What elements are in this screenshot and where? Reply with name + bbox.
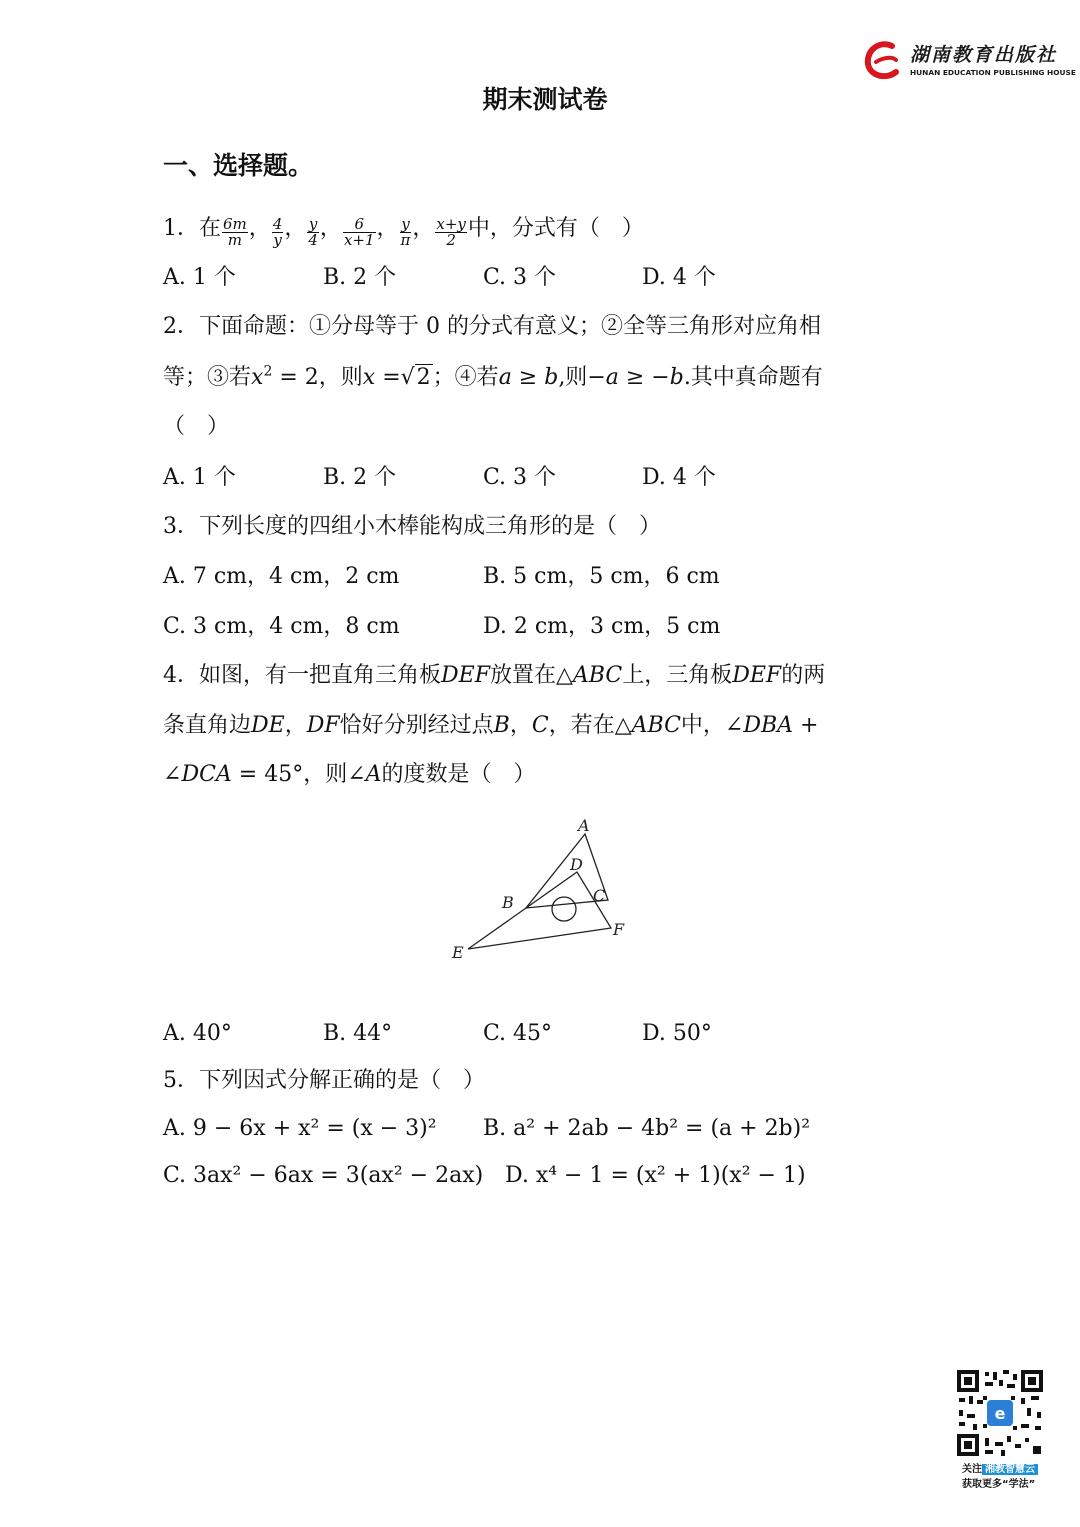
question-number: 3．	[163, 514, 199, 539]
question-number: 1．	[163, 216, 199, 241]
q1-option-a: A. 1 个	[163, 265, 236, 290]
label-d: D	[570, 855, 583, 874]
question-4-line-3: ∠DCA = 45°，则∠A的度数是（ ）	[163, 762, 536, 787]
q5-option-c: C. 3ax² − 6ax = 3(ax² − 2ax)	[163, 1163, 484, 1188]
label-b: B	[502, 893, 514, 912]
qr-caption: 关注 湘教智慧云	[962, 1460, 1038, 1475]
sqrt-2: √2	[400, 365, 431, 390]
qr-code-icon[interactable]	[955, 1368, 1045, 1458]
question-number: 4．	[163, 663, 199, 688]
q5-option-a: A. 9 − 6x + x² = (x − 3)²	[163, 1116, 437, 1141]
page-title: 期末测试卷	[482, 85, 608, 114]
q2-option-a: A. 1 个	[163, 465, 236, 490]
set-square-hole	[552, 897, 576, 921]
q4-option-d: D. 50°	[642, 1021, 712, 1046]
question-1: 1．在 $\frac{6m}{m}$ ， $\frac{4}{y}$ ， $\frac{y}{4}$ ， $\frac{6}{x+1}$ ， $\frac{y}{\pi}$ ， $\frac{x+y}{2}$ 中，分式有（ ）	[163, 215, 644, 249]
qr-caption-more: 获取更多“学法”	[962, 1479, 1036, 1490]
fraction-4: $\frac{6}{x+1}$	[343, 215, 375, 249]
q3-option-d: D. 2 cm，3 cm，5 cm	[483, 614, 721, 639]
q1-option-c: C. 3 个	[483, 265, 557, 290]
publisher-english-name: HUNAN EDUCATION PUBLISHING HOUSE	[910, 68, 1076, 77]
section-heading: 一、选择题。	[163, 151, 314, 180]
q3-option-b: B. 5 cm，5 cm，6 cm	[483, 564, 720, 589]
fraction-1: $\frac{6m}{m}$	[223, 215, 247, 249]
question-2-line-3: （ ）	[163, 414, 230, 439]
q5-option-b: B. a² + 2ab − 4b² = (a + 2b)²	[483, 1116, 811, 1141]
fraction-6: $\frac{x+y}{2}$	[436, 215, 466, 249]
q1-option-d: D. 4 个	[642, 265, 716, 290]
question-2-line-2: 等；③若$x^2 = 2$，则x =√2；④若a ≥ b,则−a ≥ −b.其中真命题有	[163, 363, 823, 390]
svg-text:e: e	[994, 1404, 1006, 1423]
triangle-figure	[440, 808, 640, 973]
fraction-5: $\frac{y}{\pi}$	[400, 215, 411, 249]
label-a: A	[578, 816, 590, 835]
q2-option-c: C. 3 个	[483, 465, 557, 490]
label-e: E	[452, 943, 464, 962]
publisher-name: 湖南教育出版社	[910, 44, 1058, 66]
q1-option-b: B. 2 个	[323, 265, 397, 290]
label-c: C	[593, 886, 606, 905]
q3-option-a: A. 7 cm，4 cm，2 cm	[163, 564, 400, 589]
q5-option-d: D. x⁴ − 1 = (x² + 1)(x² − 1)	[505, 1163, 806, 1188]
question-4-line-2: 条直角边DE，DF恰好分别经过点B，C，若在△ABC中，∠DBA +	[163, 713, 819, 738]
fraction-3: $\frac{y}{4}$	[308, 215, 318, 249]
q4-option-c: C. 45°	[483, 1021, 553, 1046]
q4-option-a: A. 40°	[163, 1021, 232, 1046]
label-f: F	[613, 920, 625, 939]
question-4-line-1: 4．如图，有一把直角三角板DEF放置在△ABC上，三角板DEF的两	[163, 663, 826, 688]
question-5: 5．下列因式分解正确的是（ ）	[163, 1068, 486, 1093]
q2-option-b: B. 2 个	[323, 465, 397, 490]
q2-option-d: D. 4 个	[642, 465, 716, 490]
q4-option-b: B. 44°	[323, 1021, 393, 1046]
triangle-def	[468, 872, 611, 949]
question-number: 5．	[163, 1068, 199, 1093]
publisher-emblem-icon	[862, 38, 906, 82]
question-3: 3．下列长度的四组小木棒能构成三角形的是（ ）	[163, 514, 662, 539]
question-number: 2．	[163, 314, 199, 339]
fraction-2: $\frac{4}{y}$	[272, 215, 283, 249]
q3-option-c: C. 3 cm，4 cm，8 cm	[163, 614, 400, 639]
qr-brand-badge: 湘教智慧云	[982, 1464, 1038, 1475]
question-2-line-1: 2．下面命题：①分母等于 0 的分式有意义；②全等三角形对应角相	[163, 314, 821, 339]
